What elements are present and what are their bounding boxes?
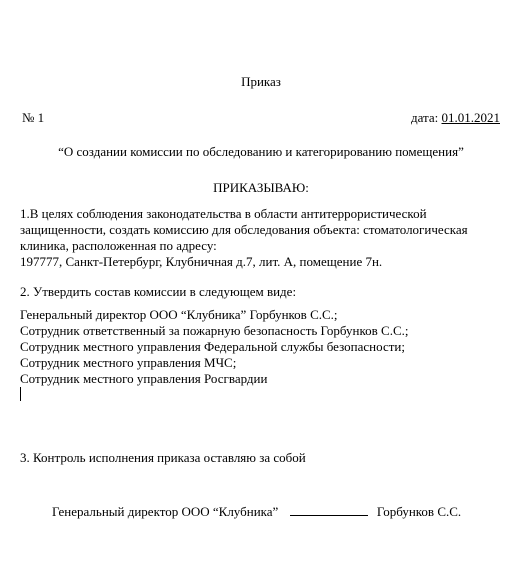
date-label: дата: (410, 110, 439, 125)
paragraph-2: 2. Утвердить состав комиссии в следующем виде: (20, 284, 297, 299)
order-subject: “О создании комиссии по обследованию и категорированию помещения” (58, 144, 464, 159)
document-title: Приказ (241, 74, 281, 89)
order-number: № 1 (22, 110, 45, 125)
commission-members-list (20, 307, 409, 401)
text-cursor (20, 387, 21, 401)
signature-block (52, 503, 461, 520)
paragraph-1 (20, 206, 510, 270)
member-item: Сотрудник местного управления МЧС; (20, 355, 237, 370)
order-date (411, 110, 500, 126)
paragraph-1-line: 1.В целях соблюдения законодательства в области антитеррористической (20, 206, 427, 221)
date-value: 01.01.2021 (441, 110, 500, 125)
paragraph-1-line: 197777, Санкт-Петербург, Клубничная д.7, лит. А, помещение 7н. (20, 254, 383, 269)
member-item: Сотрудник местного управления Федеральной службы безопасности; (20, 339, 405, 354)
signature-line (290, 503, 368, 516)
paragraph-1-line: защищенности, создать комиссию для обследования объекта: стоматологическая (20, 222, 468, 237)
paragraph-1-line: клиника, расположенная по адресу: (20, 238, 217, 253)
member-item-last[interactable] (20, 371, 409, 401)
signature-position: Генеральный директор ООО “Клубника” (52, 504, 279, 519)
member-item: Сотрудник ответственный за пожарную безопасность Горбунков С.С.; (20, 323, 409, 338)
paragraph-3: 3. Контроль исполнения приказа оставляю за собой (20, 450, 306, 465)
member-item: Сотрудник местного управления Росгвардии (20, 371, 268, 386)
order-heading: ПРИКАЗЫВАЮ: (213, 180, 309, 195)
signature-name: Горбунков С.С. (376, 504, 462, 519)
member-item: Генеральный директор ООО “Клубника” Горбунков С.С.; (20, 307, 338, 322)
